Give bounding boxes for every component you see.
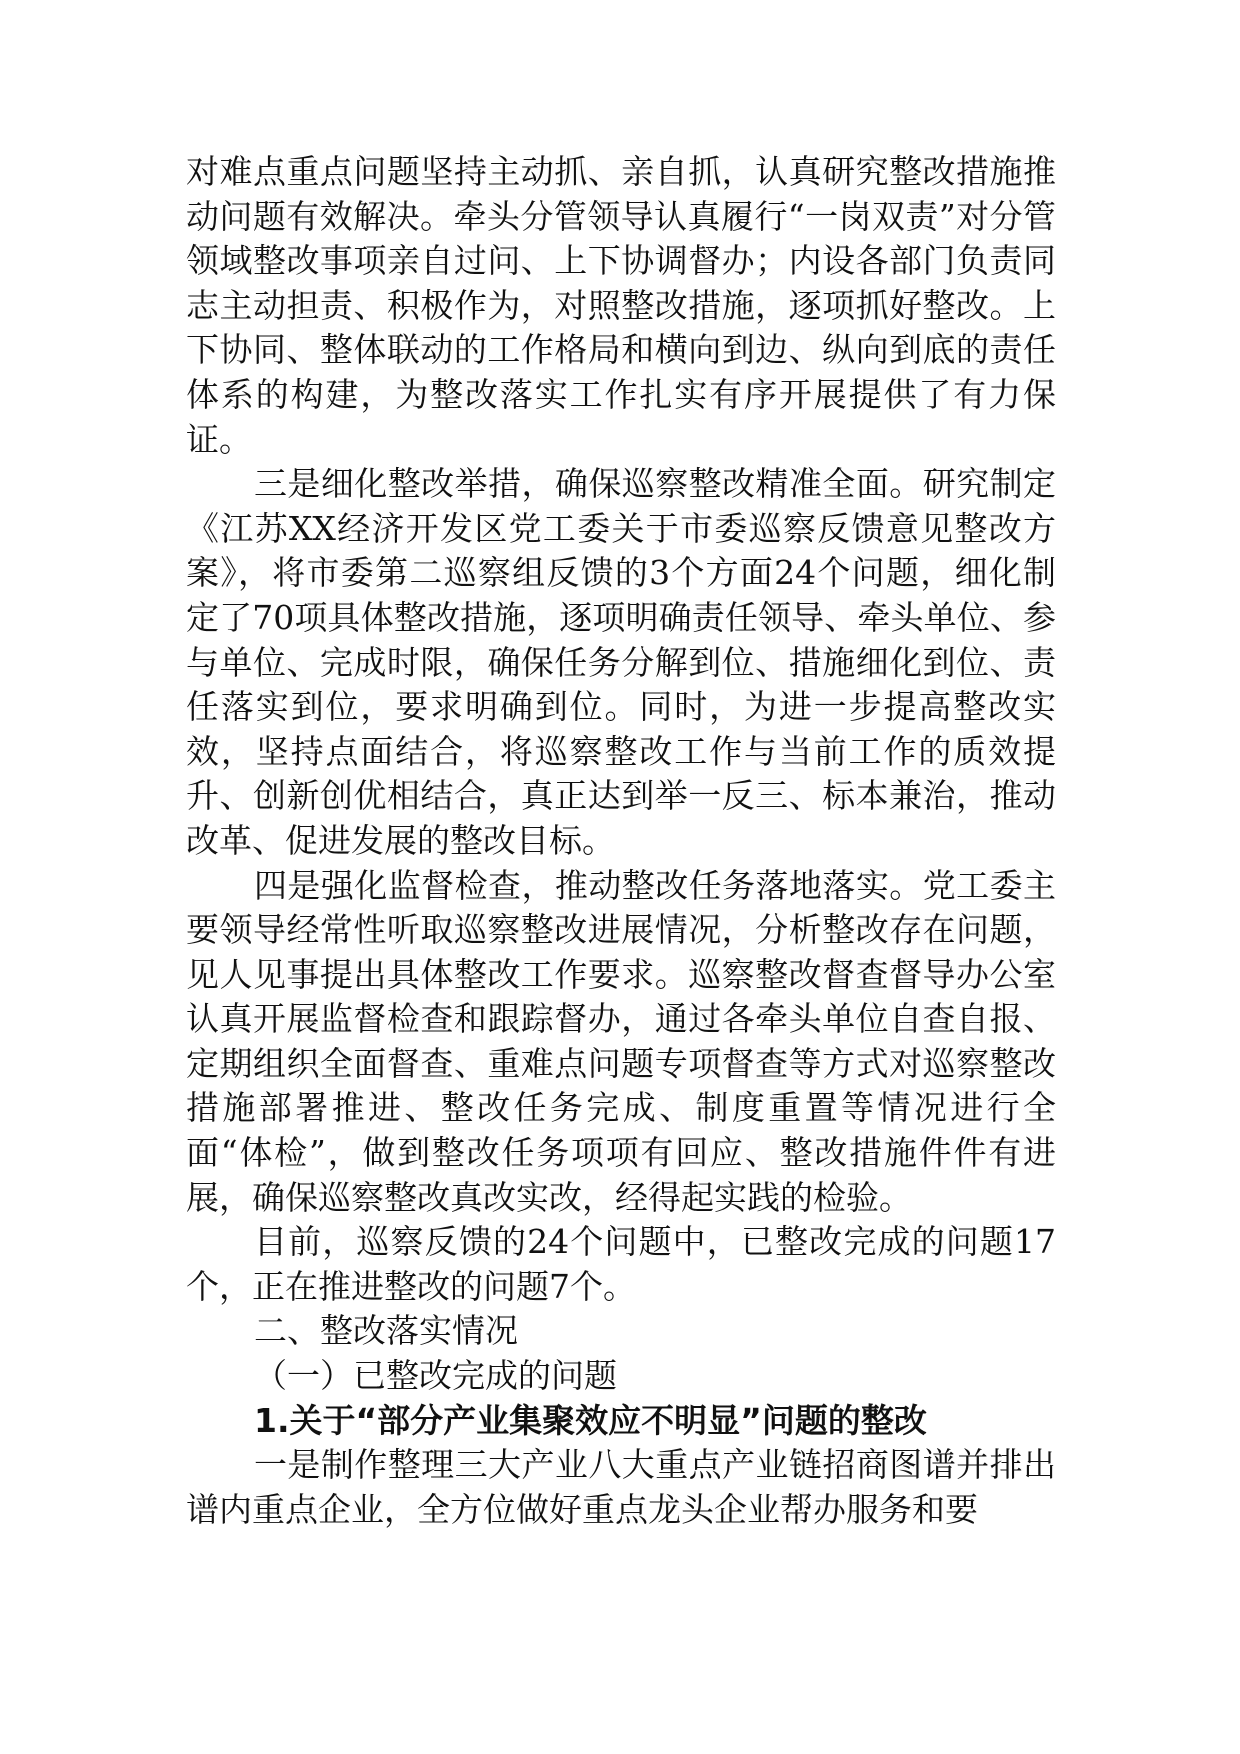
item-heading-industry-cluster: 1.关于“部分产业集聚效应不明显”问题的整改 [254,1400,927,1440]
section-heading-rectification: 二、整改落实情况 [254,1311,518,1351]
document-page [186,150,1056,1532]
paragraph-industry-map: 一是制作整理三大产业八大重点产业链招商图谱并排出谱内重点企业，全方位做好重点龙头企业帮办服务和要 [186,1445,1056,1529]
paragraph-responsibility-system: 对难点重点问题坚持主动抓、亲自抓，认真研究整改措施推动问题有效解决。牵头分管领导认真履行“一岗双责”对分管领域整改事项亲自过问、上下协调督办；内设各部门负责同志主动担责、积极作为，对照整改措施，逐项抓好整改。上下协同、整体联动的工作格局和横向到边、纵向到底的责任体系的构建，为整改落实工作扎实有序开展提供了有力保证。 [186,152,1056,459]
subsection-heading-completed: （一）已整改完成的问题 [254,1356,617,1396]
paragraph-progress-summary: 目前，巡察反馈的24个问题中，已整改完成的问题17个，正在推进整改的问题7个。 [186,1222,1056,1306]
paragraph-supervision: 四是强化监督检查，推动整改任务落地落实。党工委主要领导经常性听取巡察整改进展情况，分析整改存在问题，见人见事提出具体整改工作要求。巡察整改督查督导办公室认真开展监督检查和跟踪督办，通过各牵头单位自查自报、定期组织全面督查、重难点问题专项督查等方式对巡察整改措施部署推进、整改任务完成、制度重置等情况进行全面“体检”，做到整改任务项项有回应、整改措施件件有进展，确保巡察整改真改实改，经得起实践的检验。 [186,865,1056,1217]
paragraph-refine-measures: 三是细化整改举措，确保巡察整改精准全面。研究制定《江苏XX经济开发区党工委关于市委巡察反馈意见整改方案》，将市委第二巡察组反馈的3个方面24个问题，细化制定了70项具体整改措施，逐项明确责任领导、牵头单位、参与单位、完成时限，确保任务分解到位、措施细化到位、责任落实到位，要求明确到位。同时，为进一步提高整改实效，坚持点面结合，将巡察整改工作与当前工作的质效提升、创新创优相结合，真正达到举一反三、标本兼治，推动改革、促进发展的整改目标。 [186,464,1056,860]
